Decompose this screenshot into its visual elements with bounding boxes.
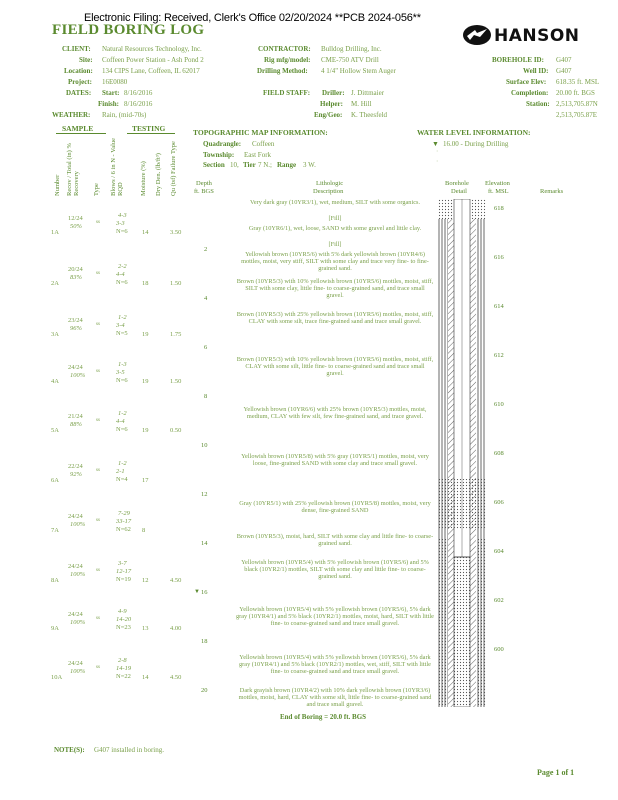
- surface-elev-value: 618.35 ft. MSL: [556, 78, 600, 86]
- col-recov: Recov / Total (in) % Recovery: [66, 143, 80, 196]
- rig-value: CME-750 ATV Drill: [321, 56, 379, 64]
- sample-moisture: 13: [142, 625, 149, 632]
- driller-value: J. Dittmaier: [351, 89, 385, 97]
- sample-header: SAMPLE: [62, 124, 94, 133]
- desc-6: Brown (10YR5/3) with 25% yellowish brown (10YR5/6) mottles, moist, stiff, CLAY with some silt, trace fine-grained sand and trace small gravel.: [236, 311, 434, 326]
- field-staff-label: FIELD STAFF:: [263, 89, 311, 97]
- sample-blows: 4-9: [118, 608, 127, 615]
- sample-recov: 24/24: [68, 563, 83, 570]
- sample-qu: 1.50: [170, 280, 182, 287]
- sample-pct: 100%: [70, 668, 86, 675]
- sample-n-value: N=19: [116, 576, 131, 583]
- sample-type: ss: [96, 468, 100, 473]
- client-value: Natural Resources Technology, Inc.: [102, 45, 202, 53]
- site-value: Coffeen Power Station - Ash Pond 2: [102, 56, 204, 64]
- tier-value: 7 N.;: [258, 161, 272, 169]
- water-tick-1: ˈ: [436, 150, 439, 157]
- sample-type: ss: [96, 568, 100, 573]
- sample-type: ss: [96, 616, 100, 621]
- well-id-label: Well ID:: [523, 67, 549, 75]
- sample-blows: 2-8: [118, 657, 127, 664]
- water-value: 16.00 - During Drilling: [443, 140, 509, 148]
- sample-type: ss: [96, 418, 100, 423]
- drilling-method-label: Drilling Method:: [257, 67, 308, 75]
- sample-qu: 0.50: [170, 427, 182, 434]
- sample-pct: 92%: [70, 471, 82, 478]
- col-borehole: Borehole: [445, 180, 469, 187]
- sample-blows: 2-2: [118, 263, 127, 270]
- sample-number: 2A: [51, 280, 59, 287]
- project-value: 16E0080: [102, 78, 128, 86]
- sample-number: 6A: [51, 477, 59, 484]
- col-depth-unit: ft. BGS: [194, 188, 214, 195]
- desc-8: Yellowish brown (10YR6/6) with 25% brown (10YR5/3) mottles, moist, medium, CLAY with few silt, few fine-grained sand, and trace gravel.: [243, 406, 427, 421]
- station-value: 2,513,705.87N: [556, 100, 598, 108]
- sample-n-value: N=6: [116, 377, 128, 384]
- weather-label: WEATHER:: [52, 111, 91, 119]
- elevation-label: 602: [494, 597, 504, 604]
- testing-header: TESTING: [132, 124, 166, 133]
- borehole-detail-graphic: [438, 199, 486, 707]
- sample-type: ss: [96, 518, 100, 523]
- sample-pct: 88%: [70, 421, 82, 428]
- sample-recov: 21/24: [68, 413, 83, 420]
- sample-type: ss: [96, 271, 100, 276]
- col-type: Type: [93, 183, 100, 196]
- depth-label: 6: [204, 344, 208, 351]
- sample-moisture: 17: [142, 477, 149, 484]
- sample-type: ss: [96, 322, 100, 327]
- sample-type: ss: [96, 369, 100, 374]
- completion-value: 20.00 ft. BGS: [556, 89, 595, 97]
- page-title: FIELD BORING LOG: [52, 22, 205, 38]
- desc-11: Brown (10YR5/3), moist, hard, SILT with some clay and little fine- to coarse-grained sand.: [236, 533, 434, 548]
- quad-label: Quadrangle:: [203, 140, 242, 148]
- elevation-label: 612: [494, 352, 504, 359]
- end-of-boring: End of Boring = 20.0 ft. BGS: [280, 713, 367, 721]
- desc-13: Yellowish brown (10YR5/4) with 5% yellowish brown (10YR5/6), 5% dark gray (10YR4/1) and 5% black (10YR2/1) mottles, moist, hard, SILT with little fine- to coarse-grained sand and trace small gravel.: [236, 606, 434, 628]
- page-number: Page 1 of 1: [537, 768, 575, 777]
- sample-blows: 1-2: [118, 460, 127, 467]
- elevation-label: 604: [494, 548, 504, 555]
- depth-label: 12: [201, 491, 208, 498]
- sample-pct: 100%: [70, 372, 86, 379]
- sample-moisture: 19: [142, 378, 149, 385]
- sample-blows-2: 3-4: [116, 322, 125, 329]
- col-dry-den: Dry Den. (lb/ft³): [155, 153, 162, 196]
- col-qu: Qu (tsf) Failure Type: [170, 141, 177, 196]
- water-level-marker-icon: ▼: [194, 589, 200, 595]
- col-litho: Lithologic: [316, 180, 344, 187]
- elevation-label: 614: [494, 303, 504, 310]
- site-label: Site:: [79, 56, 93, 64]
- testing-underline: [127, 133, 175, 134]
- col-elev: Elevation: [485, 180, 510, 187]
- sample-underline: [56, 133, 106, 134]
- sample-blows: 1-3: [118, 361, 127, 368]
- helper-value: M. Hill: [351, 100, 372, 108]
- depth-label: 18: [201, 638, 208, 645]
- sample-blows: 1-2: [118, 410, 127, 417]
- col-borehole-2: Detail: [451, 188, 467, 195]
- desc-4: Yellowish brown (10YR5/6) with 5% dark yellowish brown (10YR4/6) mottles, moist, very stiff, SILT with some clay and trace very fine- to fine-grained sand.: [241, 251, 429, 273]
- contractor-value: Bulldog Drilling, Inc.: [321, 45, 382, 53]
- sample-number: 3A: [51, 331, 59, 338]
- sample-number: 7A: [51, 527, 59, 534]
- col-number: Number: [54, 174, 61, 196]
- sample-blows-2: 14-20: [116, 616, 132, 623]
- sample-pct: 83%: [70, 274, 82, 281]
- section-label: Section: [203, 161, 225, 169]
- sample-recov: 24/24: [68, 513, 83, 520]
- drilling-method-value: 4 1/4" Hollow Stem Auger: [321, 67, 396, 75]
- elevation-label: 606: [494, 499, 504, 506]
- sample-type: ss: [96, 665, 100, 670]
- sample-number: 5A: [51, 427, 59, 434]
- sample-moisture: 14: [142, 674, 149, 681]
- quad-value: Coffeen: [252, 140, 275, 148]
- sample-recov: 24/24: [68, 364, 83, 371]
- sample-n-value: N=62: [116, 526, 131, 533]
- depth-label: 20: [201, 687, 208, 694]
- sample-qu: 4.00: [170, 625, 182, 632]
- enggeo-label: Eng/Geo:: [314, 111, 343, 119]
- depth-label: 16: [201, 589, 208, 596]
- desc-9: Yellowish brown (10YR5/8) with 5% gray (10YR5/1) mottles, moist, very loose, fine-grained SAND with some clay and trace small gravel.: [241, 453, 429, 468]
- sample-n-value: N=6: [116, 279, 128, 286]
- logo-icon: [462, 24, 492, 46]
- sample-recov: 22/24: [68, 463, 83, 470]
- start-value: 8/16/2016: [124, 89, 153, 97]
- project-label: Project:: [68, 78, 92, 86]
- water-marker-icon: ▼: [432, 140, 439, 148]
- sample-qu: 4.50: [170, 577, 182, 584]
- dates-label: DATES:: [66, 89, 92, 97]
- station-value-2: 2,513,705.87E: [556, 111, 598, 119]
- sample-number: 9A: [51, 625, 59, 632]
- logo-text: HANSON: [494, 26, 580, 46]
- sample-pct: 100%: [70, 521, 86, 528]
- sample-qu: 3.50: [170, 229, 182, 236]
- location-value: 134 CIPS Lane, Coffeen, IL 62017: [102, 67, 200, 75]
- sample-type: ss: [96, 220, 100, 225]
- finish-value: 8/16/2016: [124, 100, 153, 108]
- sample-number: 8A: [51, 577, 59, 584]
- rig-label: Rig mfg/model:: [264, 56, 311, 64]
- well-id-value: G407: [556, 67, 572, 75]
- station-label: Station:: [526, 100, 550, 108]
- start-label: Start:: [102, 89, 120, 97]
- desc-15: Dark grayish brown (10YR4/2) with 10% dark yellowish brown (10YR3/6) mottles, moist, hard, CLAY with some silt, little fine- to coarse-grained sand and trace small gravel.: [238, 687, 432, 709]
- depth-label: 10: [201, 442, 208, 449]
- range-value: 3 W.: [303, 161, 316, 169]
- sample-blows: 7-29: [118, 510, 130, 517]
- filing-header: Electronic Filing: Received, Clerk's Office 02/20/2024 **PCB 2024-056**: [84, 12, 421, 24]
- sample-n-value: N=6: [116, 426, 128, 433]
- notes-value: G407 installed in boring.: [94, 746, 164, 754]
- sample-blows-2: 12-17: [116, 568, 132, 575]
- notes-label: NOTE(S):: [54, 746, 85, 754]
- desc-14: Yellowish brown (10YR5/4) with 5% yellowish brown (10YR5/6), 5% dark gray (10YR4/1) and 5% black (10YR2/1) mottles, wet, stiff, SILT with little fine- to coarse-grained sand and trace small gravel.: [239, 654, 431, 676]
- sample-moisture: 12: [142, 577, 149, 584]
- elevation-label: 618: [494, 205, 504, 212]
- depth-label: 2: [204, 246, 208, 253]
- client-label: CLIENT:: [62, 45, 91, 53]
- elevation-label: 600: [494, 646, 504, 653]
- weather-value: Rain, (mid-70s): [102, 111, 147, 119]
- range-label: Range: [277, 161, 297, 169]
- sample-blows: 3-7: [118, 560, 127, 567]
- driller-label: Driller:: [322, 89, 345, 97]
- elevation-label: 610: [494, 401, 504, 408]
- sample-blows: 4-3: [118, 212, 127, 219]
- sample-pct: 50%: [70, 223, 82, 230]
- sample-moisture: 19: [142, 427, 149, 434]
- tier-label: Tier: [243, 161, 256, 169]
- col-blows: Blows / 6 in N - Value RQD: [110, 137, 124, 196]
- township-label: Township:: [203, 151, 235, 159]
- sample-number: 1A: [51, 229, 59, 236]
- sample-moisture: 14: [142, 229, 149, 236]
- desc-2: Gray (10YR6/1), wet, loose, SAND with some gravel and little clay.: [248, 225, 422, 232]
- sample-recov: 12/24: [68, 215, 83, 222]
- desc-1: [Fill]: [328, 215, 342, 222]
- helper-label: Helper:: [320, 100, 343, 108]
- borehole-id-label: BOREHOLE ID:: [492, 56, 544, 64]
- section-value: 10,: [230, 161, 239, 169]
- sample-pct: 100%: [70, 571, 86, 578]
- sample-n-value: N=6: [116, 228, 128, 235]
- col-moisture: Moisture (%): [140, 161, 147, 196]
- sample-blows: 1-2: [118, 314, 127, 321]
- sample-number: 4A: [51, 378, 59, 385]
- borehole-id-value: G407: [556, 56, 572, 64]
- sample-blows-2: 14-19: [116, 665, 132, 672]
- depth-label: 4: [204, 295, 208, 302]
- desc-0: Very dark gray (10YR3/1), wet, medium, SILT with some organics.: [249, 199, 421, 206]
- sample-blows-2: 2-1: [116, 468, 125, 475]
- sample-blows-2: 4-4: [116, 418, 125, 425]
- desc-10: Gray (10YR5/1) with 25% yellowish brown (10YR5/8) mottles, moist, very dense, fine-grained SAND: [239, 500, 431, 515]
- location-label: Location:: [64, 67, 93, 75]
- depth-label: 14: [201, 540, 208, 547]
- sample-n-value: N=22: [116, 673, 131, 680]
- elevation-label: 608: [494, 450, 504, 457]
- topo-label: TOPOGRAPHIC MAP INFORMATION:: [193, 128, 328, 137]
- sample-pct: 100%: [70, 619, 86, 626]
- surface-elev-label: Surface Elev:: [506, 78, 547, 86]
- sample-moisture: 19: [142, 331, 149, 338]
- desc-5: Brown (10YR5/3) with 10% yellowish brown (10YR5/6) mottles, moist, stiff, SILT with some clay, little fine- to coarse-grained sand, and trace small gravel.: [236, 278, 434, 300]
- sample-number: 10A: [51, 674, 63, 681]
- enggeo-value: K. Theesfeld: [351, 111, 388, 119]
- sample-recov: 23/24: [68, 317, 83, 324]
- finish-label: Finish:: [98, 100, 120, 108]
- sample-qu: 1.75: [170, 331, 182, 338]
- col-remarks: Remarks: [540, 188, 564, 195]
- sample-moisture: 18: [142, 280, 149, 287]
- sample-blows-2: 4-4: [116, 271, 125, 278]
- water-tick-2: ˈ: [436, 160, 439, 167]
- desc-7: Brown (10YR5/3) with 10% yellowish brown (10YR5/6) mottles, moist, stiff, CLAY with some silt, little fine- to coarse-grained sand and trace small gravel.: [236, 356, 434, 378]
- sample-moisture: 8: [142, 527, 146, 534]
- sample-recov: 24/24: [68, 660, 83, 667]
- col-elev-2: ft. MSL: [488, 188, 509, 195]
- sample-recov: 24/24: [68, 611, 83, 618]
- sample-n-value: N=4: [116, 476, 128, 483]
- township-value: East Fork: [244, 151, 272, 159]
- sample-qu: 1.50: [170, 378, 182, 385]
- sample-qu: 4.50: [170, 674, 182, 681]
- sample-blows-2: 3-3: [116, 220, 125, 227]
- water-label: WATER LEVEL INFORMATION:: [417, 128, 531, 137]
- completion-label: Completion:: [511, 89, 549, 97]
- contractor-label: CONTRACTOR:: [258, 45, 311, 53]
- depth-label: 8: [204, 393, 208, 400]
- sample-blows-2: 3-5: [116, 369, 125, 376]
- col-depth: Depth: [196, 180, 212, 187]
- sample-blows-2: 33-17: [116, 518, 132, 525]
- sample-n-value: N=23: [116, 624, 131, 631]
- sample-pct: 96%: [70, 325, 82, 332]
- desc-3: [Fill]: [328, 241, 342, 248]
- desc-12: Yellowish brown (10YR5/4) with 5% yellowish brown (10YR5/6) and 5% black (10YR2/1) mottles, SILT with some clay and little fine- to coarse-grained sand.: [241, 559, 429, 581]
- sample-recov: 20/24: [68, 266, 83, 273]
- sample-n-value: N=5: [116, 330, 128, 337]
- col-litho-2: Description: [313, 188, 344, 195]
- elevation-label: 616: [494, 254, 504, 261]
